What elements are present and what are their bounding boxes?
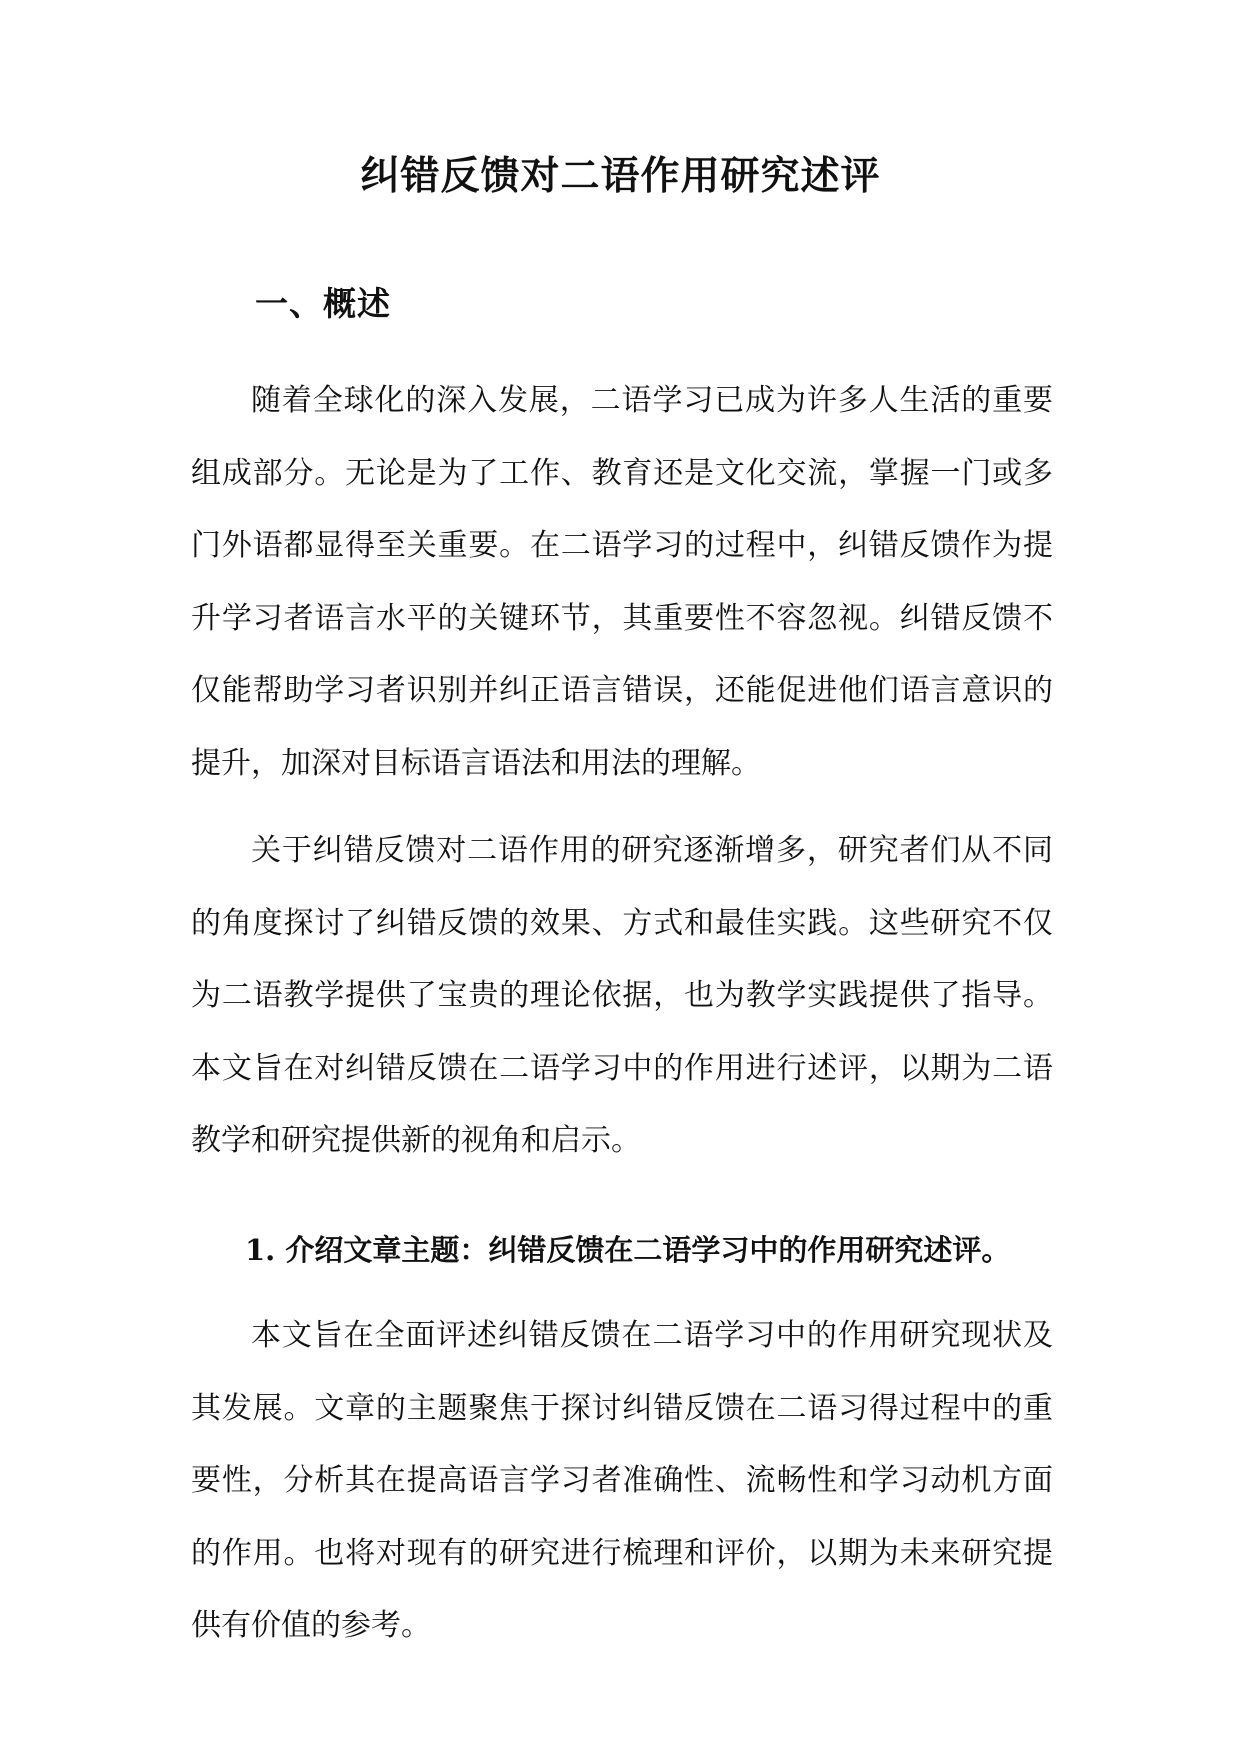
section-heading-overview: 一、概述 [255,284,391,323]
paragraph-intro: 随着全球化的深入发展，二语学习已成为许多人生活的重要组成部分。无论是为了工作、教育还是文化交流，掌握一门或多门外语都显得至关重要。在二语学习的过程中，纠错反馈作为提升学习者语言水平的关键环节，其重要性不容忽视。纠错反馈不仅能帮助学习者识别并纠正语言错误，还能促进他们语言意识的提升，加深对目标语言语法和用法的理解。 [191,383,1053,781]
document-title: 纠错反馈对二语作用研究述评 [360,153,881,199]
paragraph-research: 关于纠错反馈对二语作用的研究逐渐增多，研究者们从不同的角度探讨了纠错反馈的效果、方式和最佳实践。这些研究不仅为二语教学提供了宝贵的理论依据，也为教学实践提供了指导。本文旨在对纠错反馈在二语学习中的作用进行述评，以期为二语教学和研究提供新的视角和启示。 [191,833,1053,1159]
paragraph-topic: 本文旨在全面评述纠错反馈在二语学习中的作用研究现状及其发展。文章的主题聚焦于探讨纠错反馈在二语习得过程中的重要性，分析其在提高语言学习者准确性、流畅性和学习动机方面的作用。也将对现有的研究进行梳理和评价，以期为未来研究提供有价值的参考。 [191,1318,1053,1644]
subsection-heading-topic: 1. 介绍文章主题：纠错反馈在二语学习中的作用研究述评。 [245,1233,1011,1267]
